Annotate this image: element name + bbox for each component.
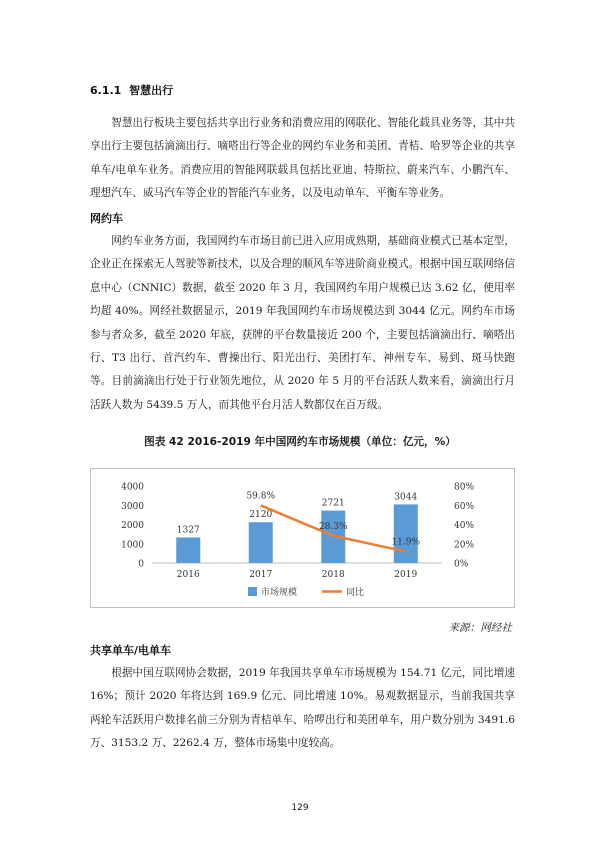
y-right-tick-label: 20% <box>454 540 475 551</box>
bar <box>176 537 200 563</box>
growth-value-label: 59.8% <box>246 491 276 502</box>
bar-value-label: 1327 <box>176 525 200 536</box>
y-left-tick-label: 3000 <box>121 501 144 512</box>
y-left-tick-label: 2000 <box>121 521 144 531</box>
bike-sharing-paragraph: 根据中国互联网协会数据，2019 年我国共享单车市场规模为 154.71 亿元，同比增速 16%；预计 2020 年将达到 169.9 亿元、同比增速 10%。易观数据显示，当前我国共享两轮车活跃用户数排名前三分别为青桔单车、哈啰出行和美团单车，用户数分别为 3491.6 万、3153.2 万、2262.4 万，整体市场集中度较高。 <box>90 667 515 750</box>
ride-hailing-heading: 网约车 <box>90 212 123 225</box>
bar-value-label: 3044 <box>394 492 418 503</box>
y-right-tick-label: 0% <box>454 559 469 570</box>
y-right-tick-label: 60% <box>454 501 475 512</box>
bar <box>394 504 418 563</box>
x-tick-label: 2017 <box>249 570 273 580</box>
y-right-tick-label: 40% <box>454 521 475 531</box>
figure-source: 来源：网经社 <box>448 622 512 634</box>
x-tick-label: 2019 <box>394 570 418 580</box>
chart-border <box>91 469 515 608</box>
growth-value-label: 28.3% <box>318 521 348 532</box>
legend-swatch-bar <box>248 587 257 596</box>
x-tick-label: 2016 <box>176 570 200 580</box>
ride-hailing-paragraph: 网约车业务方面，我国网约车市场目前已进入应用成熟期，基础商业模式已基本定型，企业正在探索无人驾驶等新技术，以及合理的顺风车等进阶商业模式。根据中国互联网络信息中心（CNNIC）数据，截至 2020 年 3 月，我国网约车用户规模已达 3.62 亿，使用率均超 40%。网经社数据显示，2019 年我国网约车市场规模达到 3044 亿元。网约车市场参与者众多，截至 2020 年底，获牌的平台数量接近 200 个，主要包括滴滴出行、嘀嗒出行、T3 出行、首汽约车、曹操出行、阳光出行、美团打车、神州专车、易到、斑马快跑等。目前滴滴出行处于行业领先地位，从 2020 年 5 月的平台活跃人数来看，滴滴出行月活跃人数为 5439.5 万人，而其他平台月活人数都仅在百万级。 <box>90 235 515 411</box>
figure-caption: 图表 42 2016-2019 年中国网约车市场规模（单位：亿元，%） <box>144 436 456 448</box>
intro-paragraph: 智慧出行板块主要包括共享出行业务和消费应用的网联化、智能化载具业务等，其中共享出行主要包括滴滴出行、嘀嗒出行等企业的网约车业务和美团、青桔、哈罗等企业的共享单车/电单车业务。消费应用的智能网联载具包括比亚迪、特斯拉、蔚来汽车、小鹏汽车、理想汽车、威马汽车等企业的智能汽车业务，以及电动单车、平衡车等业务。 <box>90 117 515 200</box>
y-left-tick-label: 0 <box>138 559 144 570</box>
growth-value-label: 11.9% <box>391 537 421 548</box>
bar <box>249 522 273 563</box>
y-left-tick-label: 4000 <box>121 482 144 493</box>
legend-label-line: 同比 <box>346 588 365 598</box>
section-number: 6.1.1 <box>90 84 122 97</box>
page-number: 129 <box>291 803 309 813</box>
section-heading <box>90 82 173 98</box>
bar-value-label: 2721 <box>321 498 345 509</box>
y-right-tick-label: 80% <box>454 482 475 493</box>
legend-label-bar: 市场规模 <box>261 588 298 598</box>
section-title: 智慧出行 <box>129 84 174 97</box>
y-left-tick-label: 1000 <box>121 540 144 551</box>
x-tick-label: 2018 <box>321 570 345 580</box>
market-size-chart <box>90 468 515 608</box>
bike-sharing-heading: 共享单车/电单车 <box>90 644 172 657</box>
bar-value-label: 2120 <box>249 510 273 521</box>
